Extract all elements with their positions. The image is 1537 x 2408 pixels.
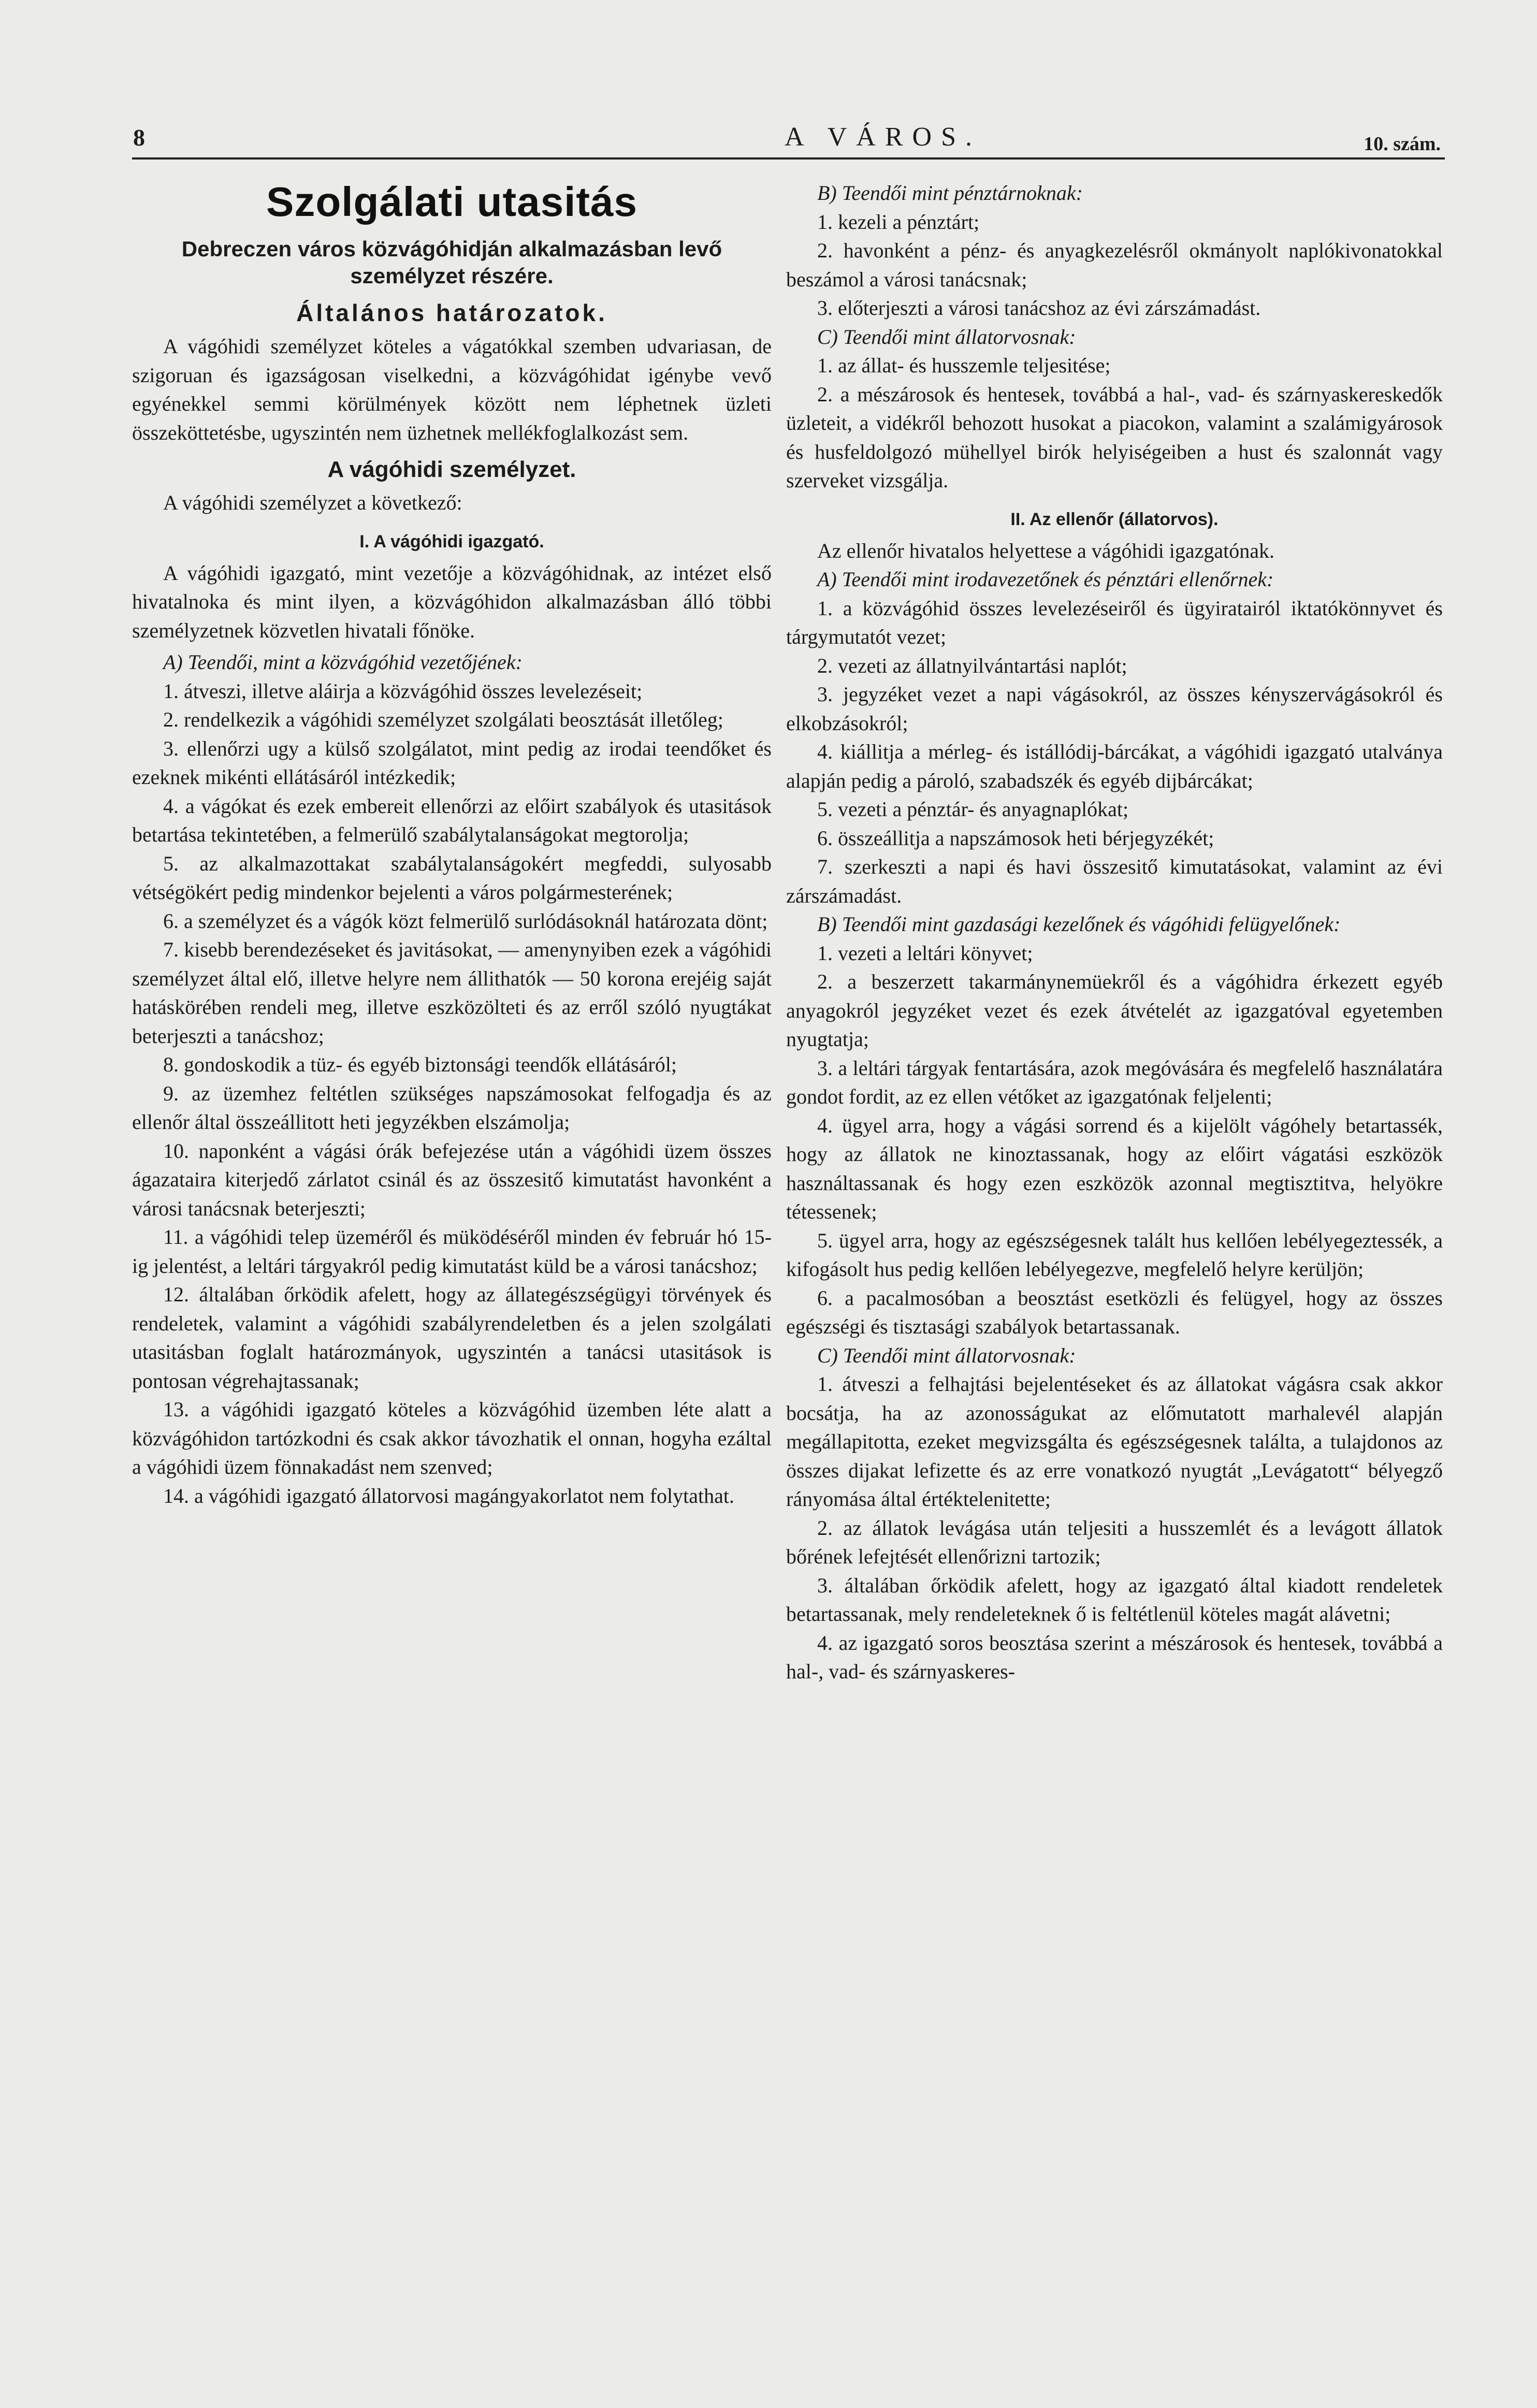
list-item: 3. előterjeszti a városi tanácshoz az évi zárszámadást. [817, 296, 1261, 320]
director-paragraph: A vágóhidi igazgató, mint vezetője a közvágóhidnak, az intézet első hivatalnoka és mint ilyen, a közvágóhidon alkalmazásban álló többi személyzetnek közvetlen hivatali főnöke. [132, 561, 772, 642]
director-section-heading: I. A vágóhidi igazgató. [359, 531, 544, 552]
list-item: 2. havonként a pénz- és anyagkezelésről okmányolt naplókivonatokkal beszámol a városi tanácsnak; [786, 239, 1443, 291]
left-column [132, 179, 772, 1510]
list-item: 11. a vágóhidi telep üzeméről és müködéséről minden év február hó 15-ig jelentést, a leltári tárgyakról pedig kimutatást küld be a városi tanácshoz; [132, 1225, 772, 1278]
list-item: 13. a vágóhidi igazgató köteles a közvágóhid üzemben léte alatt a közvágóhidon tartózkodni és csak akkor távozhatik el onnan, hogyha ezáltal a vágóhidi üzem fönnakadást nem szenved; [132, 1398, 772, 1478]
list-item: 6. összeállitja a napszámosok heti bérjegyzékét; [817, 826, 1214, 850]
list-item: 2. az állatok levágása után teljesiti a husszemlét és a levágott állatok bőrének lefejtését ellenőrizni tartozik; [786, 1516, 1443, 1568]
list-item: 9. az üzemhez feltétlen szükséges napszámosokat felfogadja és az ellenőr által összeállitott heti jegyzékben elszámolja; [132, 1081, 772, 1134]
page-number: 8 [133, 124, 145, 151]
list-item: 4. ügyel arra, hogy a vágási sorrend és a kijelölt vágóhely betartassék, hogy az állatok ne kinoztassanak, hogy az előirt vágatási eszközök használtassanak és hogy ezen eszközök azonnal megtisztitva, helyökre tétessenek; [786, 1113, 1443, 1223]
page-header [132, 113, 1445, 159]
issue-number: 10. szám. [1364, 133, 1441, 155]
list-item: 1. kezeli a pénztárt; [817, 210, 980, 234]
list-item: 4. kiállitja a mérleg- és istállódij-bárcákat, a vágóhidi igazgató utalványa alapján pedig a pároló, szabadszék és egyéb dijbárcákat; [786, 740, 1443, 792]
management-duties-heading: B) Teendői mint gazdasági kezelőnek és vágóhidi felügyelőnek: [817, 912, 1341, 936]
list-item: 2. rendelkezik a vágóhidi személyzet szolgálati beosztását illetőleg; [163, 708, 723, 731]
general-provisions-heading: Általános határozatok. [296, 299, 607, 326]
list-item: 10. naponként a vágási órák befejezése után a vágóhidi üzem összes ágazataira kiterjedő zárlatot csinál és az összesitő kimutatást havonként a városi tanácsnak beterjeszti; [132, 1139, 772, 1220]
list-item: 5. az alkalmazottakat szabálytalanságokért megfeddi, sulyosabb vétségökért pedig mindenkor bejelenti a város polgármesterének; [132, 851, 772, 904]
list-item: 3. a leltári tárgyak fentartására, azok megóvására és megfelelő használatára gondot fordit, az ez ellen vétőket az igazgatónak feljelenti; [786, 1056, 1443, 1108]
list-item: 2. a mészárosok és hentesek, továbbá a hal-, vad- és szárnyaskereskedők üzleteit, a vidékről behozott husokat a piacokon, valamint a szalámigyárosok és husfeldolgozó mühellyel birók helyiségeiben a hust és szalonnát vagy szerveket vizsgálja. [786, 382, 1443, 492]
journal-title: A VÁROS. [785, 122, 982, 152]
list-item: 4. a vágókat és ezek embereit ellenőrzi az előirt szabályok és utasitások betartása tekintetében, a felmerülő szabálytalanságokat megtorolja; [132, 794, 772, 846]
list-item: 2. vezeti az állatnyilvántartási naplót; [817, 654, 1127, 677]
staff-heading: A vágóhidi személyzet. [327, 457, 576, 482]
intro-paragraph: A vágóhidi személyzet köteles a vágatókkal szemben udvariasan, de szigoruan és igazságosan viselkedni, a közvágóhidat igénybe vevő egyénekkel semmi körülmények között nem léphetnek üzleti összeköttetésbe, ugyszintén nem üzhetnek mellékfoglalkozást sem. [132, 335, 772, 444]
list-item: 3. jegyzéket vezet a napi vágásokról, az összes kényszervágásokról és elkobzásokról; [786, 683, 1443, 735]
list-item: 1. vezeti a leltári könyvet; [817, 941, 1033, 965]
duties-a-heading: A) Teendői, mint a közvágóhid vezetőjének: [163, 650, 523, 674]
subtitle-line-2: személyzet részére. [350, 264, 554, 288]
list-item: 3. általában őrködik afelett, hogy az igazgató által kiadott rendeletek betartassanak, mely rendeleteknek ő is feltétlenül köteles magát alávetni; [786, 1573, 1443, 1626]
list-item: 4. az igazgató soros beosztása szerint a mészárosok és hentesek, továbbá a hal-, vad- és szárnyaskeres- [786, 1631, 1443, 1683]
list-item: 8. gondoskodik a tüz- és egyéb biztonsági teendők ellátásáról; [163, 1053, 677, 1076]
office-duties-heading: A) Teendői mint irodavezetőnek és pénztári ellenőrnek: [817, 568, 1274, 591]
list-item: 1. átveszi, illetve aláirja a közvágóhid összes levelezéseit; [163, 679, 643, 703]
list-item: 14. a vágóhidi igazgató állatorvosi magángyakorlatot nem folytathat. [163, 1484, 735, 1507]
controller-paragraph: Az ellenőr hivatalos helyettese a vágóhidi igazgatónak. [817, 539, 1275, 562]
list-item: 1. átveszi a felhajtási bejelentéseket és az állatokat vágásra csak akkor bocsátja, ha az azonosságukat az előmutatott marhalevél alapján megállapitotta, ezeket megvizsgálta és egészségesnek találta, a tulajdonos az összes dijakat lefizette és az erre vonatkozó nyugtát „Levágatott“ bélyegző rányomása által értéktelenitette; [786, 1372, 1443, 1511]
list-item: 1. a közvágóhid összes levelezéseiről és ügyiratairól iktatókönnyvet és tárgymutatót vezet; [786, 596, 1443, 648]
vet-duties-heading-2: C) Teendői mint állatorvosnak: [817, 1343, 1076, 1367]
list-item: 12. általában őrködik afelett, hogy az állategészségügyi törvények és rendeletek, valamint a vágóhidi szabályrendeletben és a jelen szolgálati utasitásban foglalt határozmányok, ugyszintén a tanácsi utasitások is pontosan végrehajtassanak; [132, 1283, 772, 1392]
list-item: 5. vezeti a pénztár- és anyagnaplókat; [817, 797, 1129, 821]
list-item: 5. ügyel arra, hogy az egészségesnek talált hus kellően lebélyegeztessék, a kifogásolt hus pedig kellően lebélyegezve, megfelelő helyre kerüljön; [786, 1228, 1443, 1281]
list-item: 3. ellenőrzi ugy a külső szolgálatot, mint pedig az irodai teendőket és ezeknek mikénti ellátásáról intézkedik; [132, 736, 772, 789]
document-title: Szolgálati utasitás [266, 179, 637, 225]
list-item: 2. a beszerzett takarmánynemüekről és a vágóhidra érkezett egyéb anyagokról jegyzéket vezet és ezek átvételét az igazgatóval egyetemben nyugtatja; [786, 970, 1443, 1051]
controller-section-heading: II. Az ellenőr (állatorvos). [1010, 509, 1219, 529]
subtitle-line-1: Debreczen város közvágóhidján alkalmazásban levő [181, 237, 722, 261]
cashier-duties-heading: B) Teendői mint pénztárnoknak: [817, 181, 1083, 205]
staff-intro: A vágóhidi személyzet a következő: [163, 491, 462, 514]
list-item: 7. szerkeszti a napi és havi összesitő kimutatásokat, valamint az évi zárszámadást. [786, 855, 1443, 907]
list-item: 7. kisebb berendezéseket és javitásokat, — amenynyiben ezek a vágóhidi személyzet által elő, illetve helyre nem állithatók — 50 korona erejéig saját hatáskörében rendeli meg, illetve eszközölteti és az erről szóló nyugtákat beterjeszti a tanácshoz; [132, 938, 772, 1048]
right-column [786, 179, 1443, 1686]
list-item: 1. az állat- és husszemle teljesitése; [817, 354, 1111, 377]
list-item: 6. a pacalmosóban a beosztást esetközli és felügyel, hogy az összes egészségi és tisztasági szabályok betartassanak. [786, 1286, 1443, 1338]
vet-duties-heading: C) Teendői mint állatorvosnak: [817, 325, 1076, 349]
list-item: 6. a személyzet és a vágók közt felmerülő surlódásoknál határozata dönt; [163, 909, 768, 933]
